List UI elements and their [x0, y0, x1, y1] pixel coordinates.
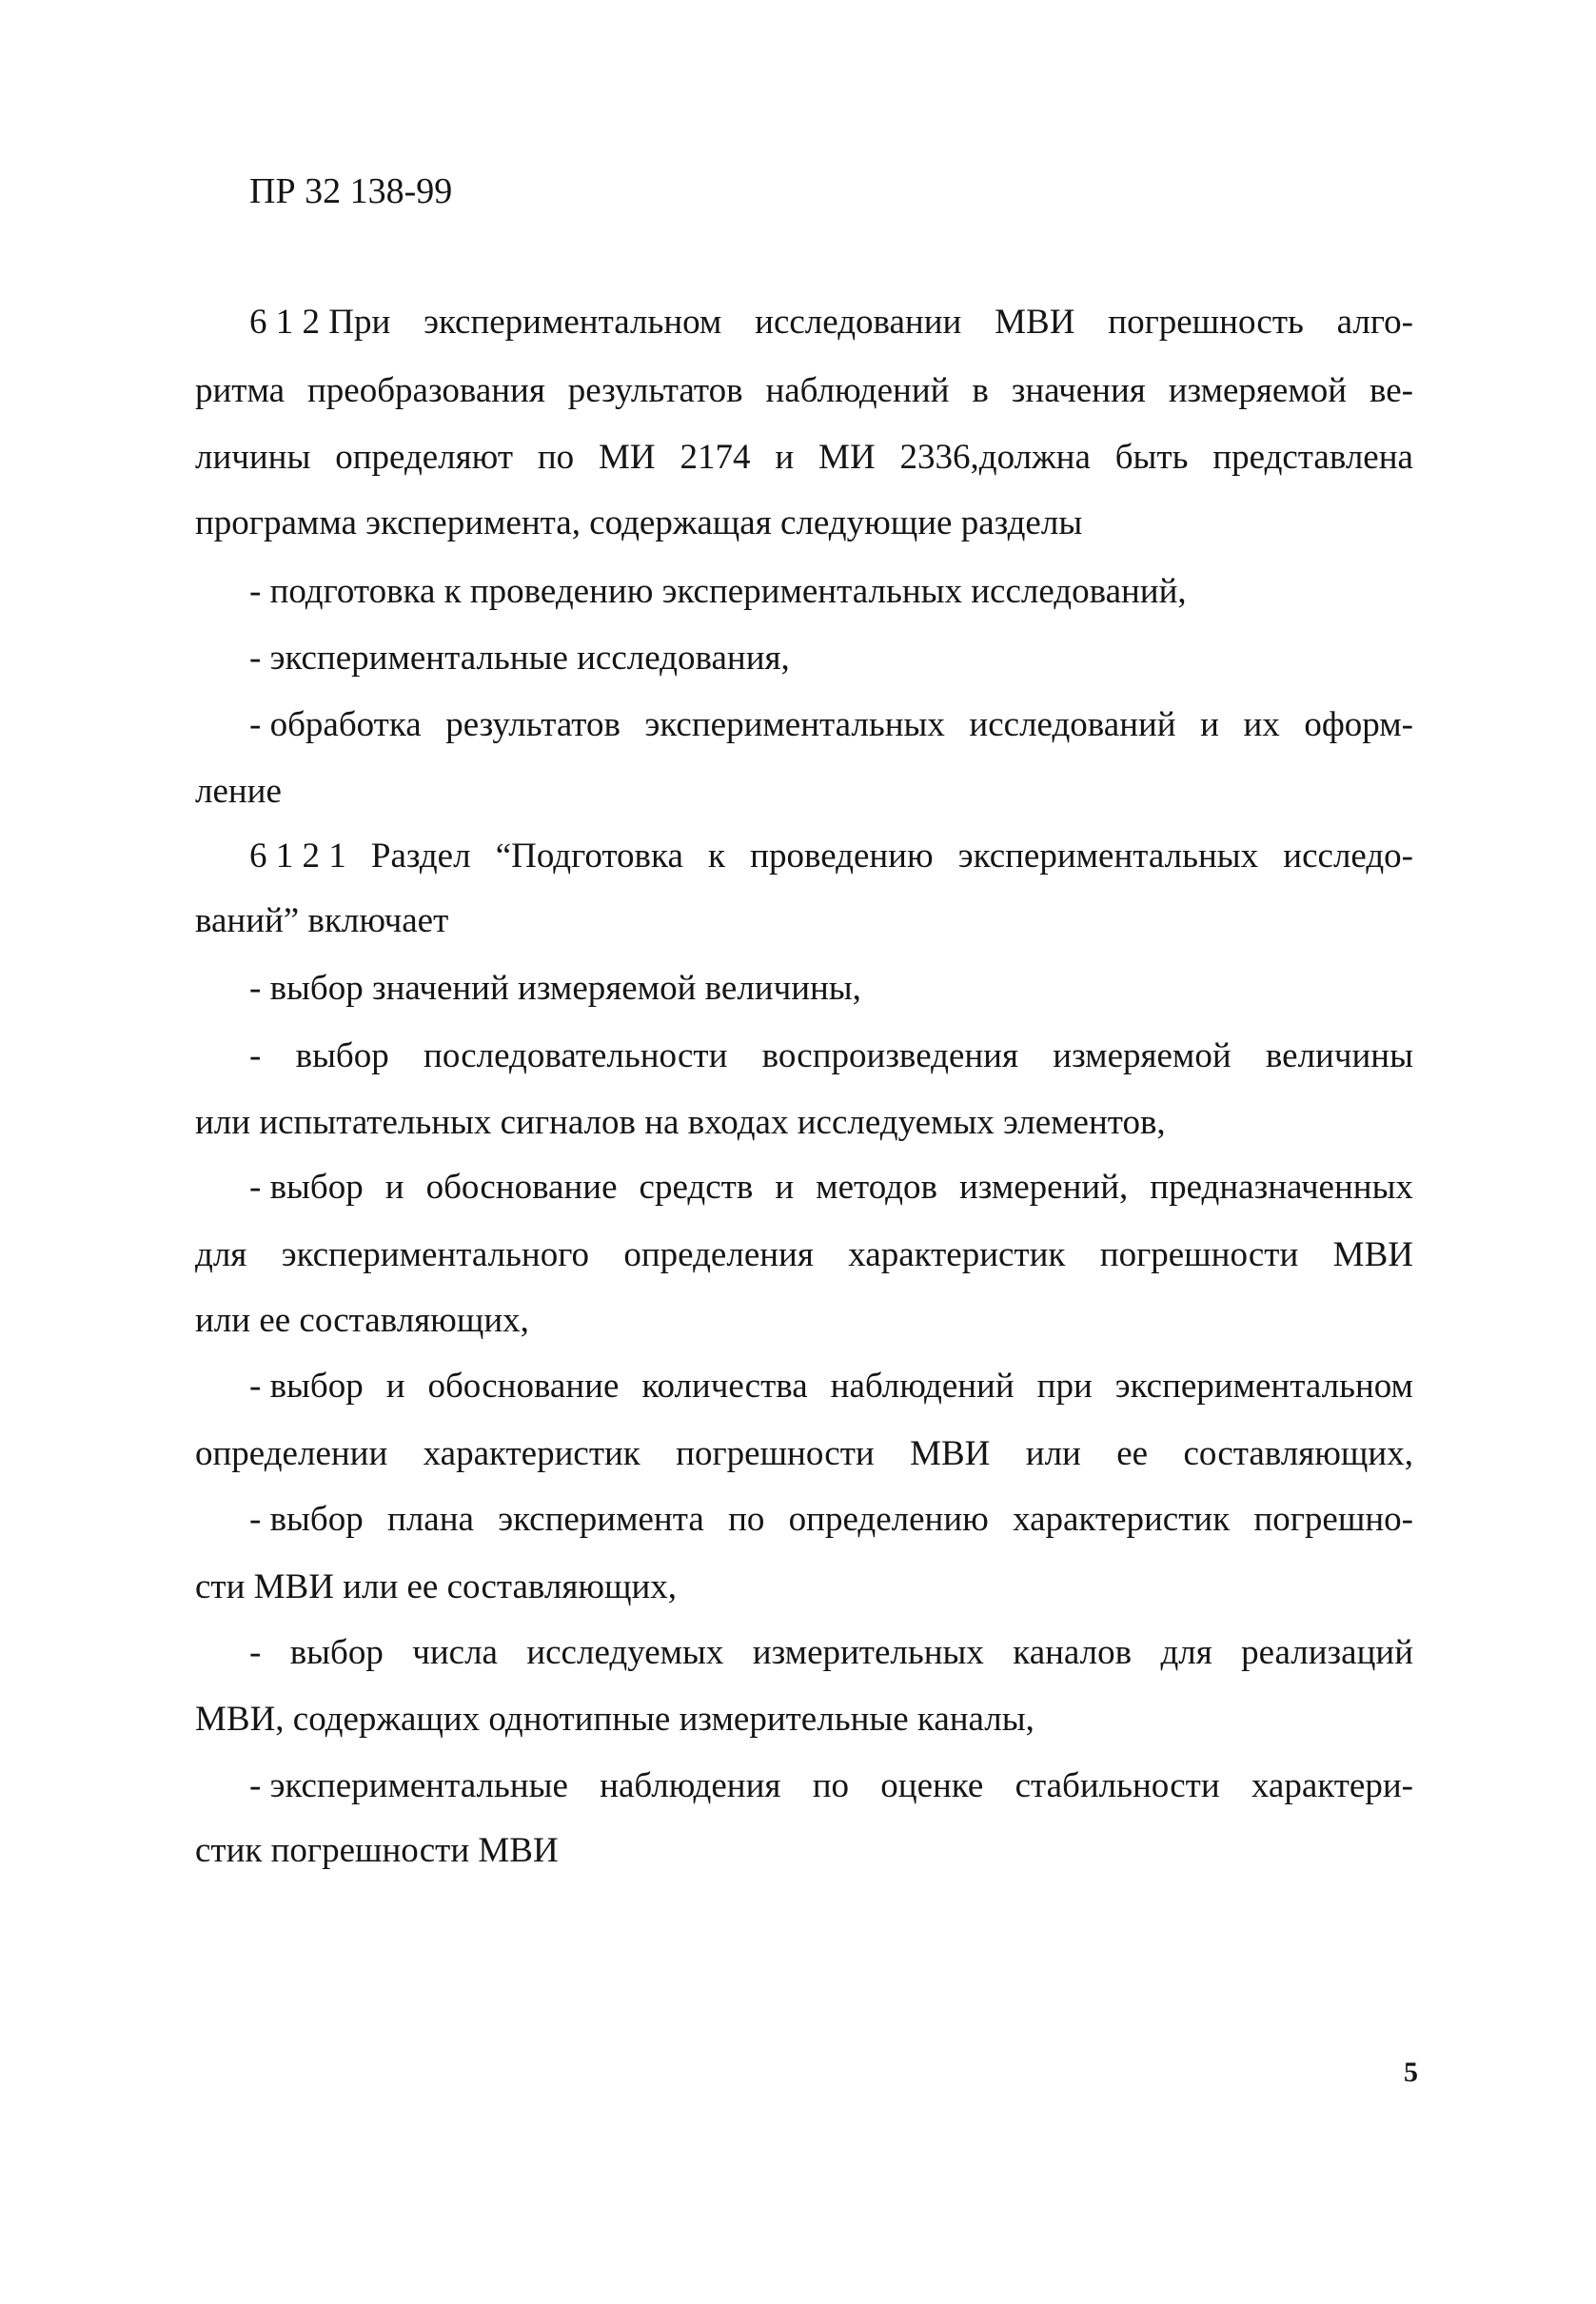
word: характери- [1251, 1766, 1413, 1805]
word: - [249, 1633, 262, 1672]
word: каналов [1013, 1633, 1133, 1672]
word: в [972, 371, 989, 410]
word: измерительных [752, 1633, 984, 1672]
word: ритма [195, 371, 286, 410]
word: - обработка [249, 705, 422, 744]
word: исследований [969, 705, 1176, 744]
text-line [249, 305, 1413, 340]
word: исследуемых [526, 1633, 724, 1672]
text-line [195, 1237, 1413, 1272]
text-line [249, 1038, 1413, 1073]
word: экспериментального [281, 1235, 589, 1274]
word: измеряемой [1053, 1036, 1231, 1075]
text-line: или испытательных сигналов на входах исследуемых элементов, [195, 1103, 1166, 1142]
text-line [249, 838, 1413, 874]
word: характеристик [1013, 1500, 1231, 1539]
word: предназначенных [1150, 1168, 1413, 1207]
word: 2174 [680, 438, 751, 477]
word: измеряемой [1168, 371, 1348, 410]
text-line [249, 1369, 1413, 1404]
word: исследо- [1283, 837, 1413, 876]
text-line: - выбор значений измеряемой величины, [249, 969, 861, 1008]
word: средств [639, 1168, 754, 1207]
word: погрешности [676, 1434, 875, 1473]
word: реализаций [1241, 1633, 1413, 1672]
word: наблюдений [830, 1367, 1015, 1406]
word: плана [387, 1500, 474, 1539]
word: выбор [295, 1036, 389, 1075]
page-number: 5 [1404, 2057, 1418, 2088]
word: числа [412, 1633, 498, 1672]
text-line [195, 440, 1413, 475]
word: определении [195, 1434, 388, 1473]
word: ве- [1369, 371, 1413, 410]
word: методов [816, 1168, 937, 1207]
word: и [1200, 705, 1219, 744]
text-line: ление [195, 772, 282, 811]
word: их [1243, 705, 1280, 744]
word: количества [641, 1367, 808, 1406]
word: оформ- [1304, 705, 1413, 744]
word: 6 1 2 1 [249, 837, 346, 876]
text-line: - подготовка к проведению экспериментальных исследований, [249, 572, 1187, 611]
word: эксперимента [498, 1500, 704, 1539]
word: воспроизведения [761, 1036, 1018, 1075]
text-line: ваний” включает [195, 901, 449, 940]
word: характеристик [848, 1235, 1066, 1274]
word: МВИ [1332, 1235, 1413, 1274]
word: определения [623, 1235, 814, 1274]
word: и [385, 1367, 405, 1406]
text-line [249, 1768, 1413, 1803]
text-line: сти МВИ или ее составляющих, [195, 1567, 678, 1606]
word: алго- [1336, 303, 1413, 342]
word: и [775, 1168, 795, 1207]
word: оценке [880, 1766, 984, 1805]
text-line [249, 707, 1413, 742]
word: “Подготовка [495, 837, 683, 876]
text-line: программа эксперимента, содержащая следующие разделы [195, 503, 1083, 542]
document-code-header: ПР 32 138-99 [249, 171, 453, 211]
word: погрешности [1099, 1235, 1299, 1274]
word: погрешность [1108, 303, 1304, 342]
word: определению [788, 1500, 989, 1539]
word: стабильности [1015, 1766, 1220, 1805]
word: - [249, 1036, 262, 1075]
word: и [775, 438, 795, 477]
word: результатов [445, 705, 621, 744]
text-line: или ее составляющих, [195, 1301, 529, 1340]
text-line [249, 1170, 1413, 1205]
word: представлена [1212, 438, 1413, 477]
word: погрешно- [1253, 1500, 1413, 1539]
text-line [249, 1502, 1413, 1537]
word: - экспериментальные [249, 1766, 568, 1805]
text-line: стик погрешности МВИ [195, 1831, 559, 1870]
word: Раздел [370, 837, 471, 876]
word: или [1025, 1434, 1081, 1473]
word: проведению [750, 837, 934, 876]
word: - выбор [249, 1367, 364, 1406]
word: экспериментальном [424, 303, 722, 342]
word: МВИ [995, 303, 1075, 342]
word: МИ [599, 438, 656, 477]
word: экспериментальных [957, 837, 1259, 876]
word: наблюдения [600, 1766, 781, 1805]
word: - выбор [249, 1168, 364, 1207]
word: обоснование [425, 1168, 618, 1207]
word: исследовании [755, 303, 962, 342]
word: наблюдений [765, 371, 950, 410]
text-line: - экспериментальные исследования, [249, 639, 790, 678]
word: при [1036, 1367, 1093, 1406]
word: выбор [289, 1633, 384, 1672]
text-line [195, 373, 1413, 408]
word: и [384, 1168, 404, 1207]
word: личины [195, 438, 311, 477]
text-line [195, 1436, 1413, 1471]
word: результатов [567, 371, 743, 410]
word: составляющих, [1183, 1434, 1413, 1473]
word: МИ [818, 438, 876, 477]
word: по [728, 1500, 765, 1539]
word: величины [1265, 1036, 1413, 1075]
word: 6 1 2 При [249, 303, 391, 342]
word: ее [1116, 1434, 1149, 1473]
word: - выбор [249, 1500, 364, 1539]
word: МВИ [910, 1434, 991, 1473]
word: для [1160, 1633, 1212, 1672]
word: последовательности [424, 1036, 728, 1075]
word: по [537, 438, 575, 477]
word: обоснование [427, 1367, 620, 1406]
word: измерений, [958, 1168, 1129, 1207]
word: к [708, 837, 725, 876]
word: определяют [335, 438, 513, 477]
word: 2336,должна [899, 438, 1091, 477]
word: экспериментальных [644, 705, 945, 744]
text-line [249, 1635, 1413, 1670]
word: экспериментальном [1114, 1367, 1413, 1406]
word: преобразования [306, 371, 545, 410]
word: характеристик [423, 1434, 640, 1473]
text-line: МВИ, содержащих однотипные измерительные каналы, [195, 1700, 1034, 1739]
word: значения [1011, 371, 1146, 410]
word: быть [1114, 438, 1189, 477]
word: для [195, 1235, 247, 1274]
word: по [812, 1766, 849, 1805]
